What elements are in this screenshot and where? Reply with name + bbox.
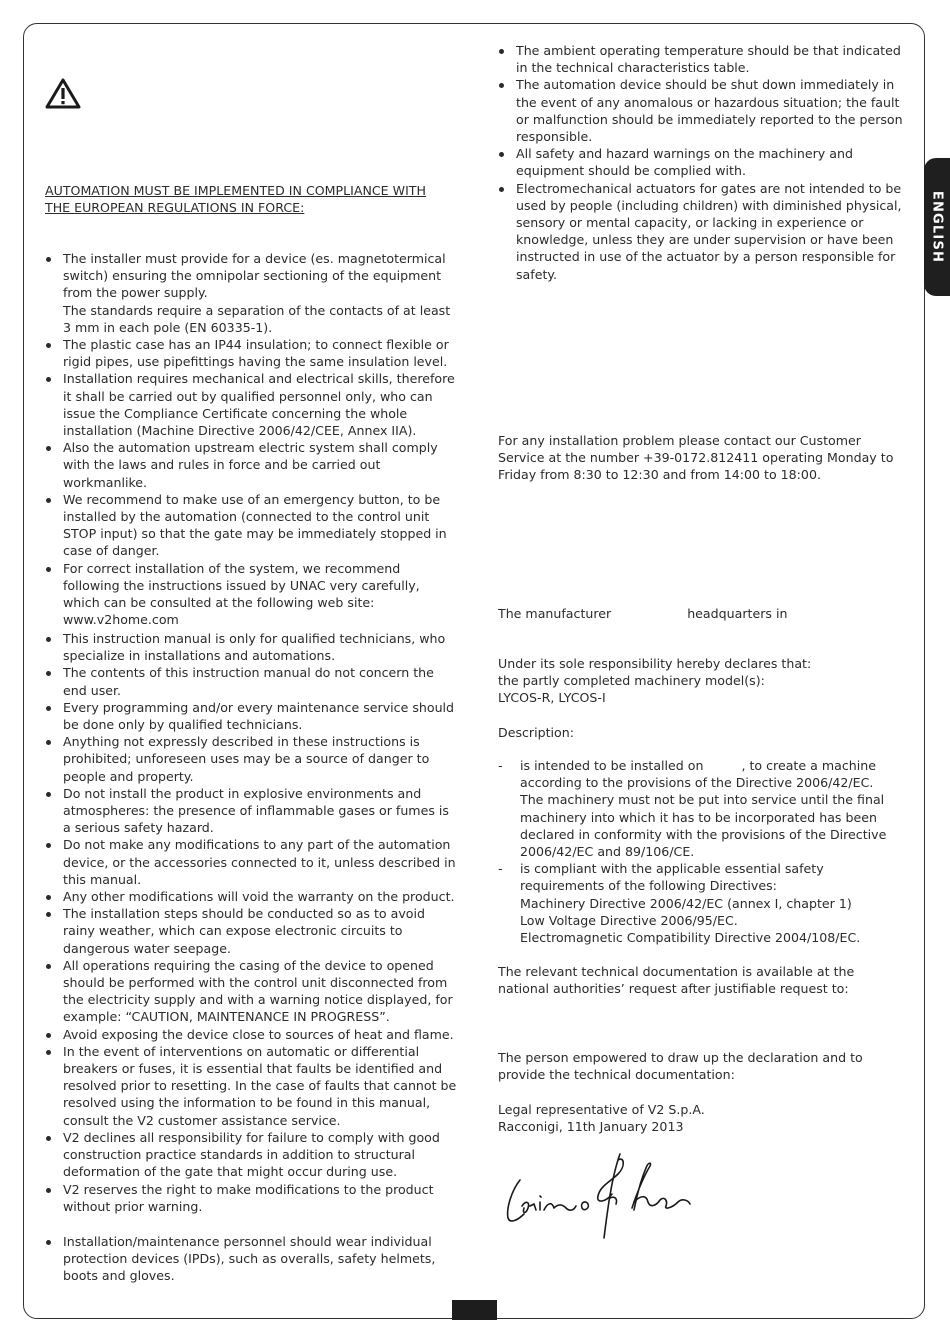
list-item: We recommend to make use of an emergency button, to be installed by the automation (connected to the control unit STOP input) so that the gate may be immediately stopped in case of danger. xyxy=(45,491,457,560)
list-item: The automation device should be shut down immediately in the event of any anomalous or hazardous situation; the fault or malfunction should be immediately reported to the person responsible. xyxy=(498,76,908,145)
empowered-text: The person empowered to draw up the declaration and to provide the technical documentation: xyxy=(498,1050,863,1083)
handwritten-signature xyxy=(500,1146,700,1242)
list-item: V2 reserves the right to make modifications to the product without prior warning. xyxy=(45,1181,457,1215)
list-item: Installation/maintenance personnel should wear individual protection devices (IPDs), such as overalls, safety helmets, boots and gloves. xyxy=(45,1233,457,1285)
list-item: Every programming and/or every maintenance service should be done only by qualified technicians. xyxy=(45,699,457,733)
documentation-text: The relevant technical documentation is available at the national authorities’ request after justifiable request to: xyxy=(498,964,855,997)
list-item: All operations requiring the casing of the device to opened should be performed with the control unit disconnected from the electricity supply and with a warning notice displayed, for example: “CAUTION, MAINTENANCE IN PROGRESS”. xyxy=(45,957,457,1026)
list-item: Also the automation upstream electric system shall comply with the laws and rules in force and be carried out workmanlike. xyxy=(45,439,457,491)
declaration-block xyxy=(498,655,908,707)
list-item: The ambient operating temperature should be that indicated in the technical characteristics table. xyxy=(498,42,908,76)
list-item: The installer must provide for a device (es. magnetotermical switch) ensuring the omnipolar sectioning of the equipment from the power supply. The standards require a separation of the contacts of at least 3 mm in each pole (EN 60335-1). xyxy=(45,250,457,336)
list-item: - is intended to be installed on , to create a machine according to the provisions of the Directive 2006/42/EC. The machinery must not be put into service until the final machinery into which it has to be incorporated has been declared in conformity with the provisions of the Directive 2006/42/EC and 89/106/CE. xyxy=(498,757,908,860)
list-item: V2 declines all responsibility for failure to comply with good construction practice standards in addition to structural deformation of the gate that might occur during use. xyxy=(45,1129,457,1181)
list-item: Do not make any modifications to any part of the automation device, or the accessories connected to it, unless described in this manual. xyxy=(45,836,457,888)
left-column-group1 xyxy=(45,250,457,628)
customer-service-text: For any installation problem please contact our Customer Service at the number +39-0172.812411 operating Monday to Friday from 8:30 to 12:30 and from 14:00 to 18:00. xyxy=(498,433,894,483)
list-item: - is compliant with the applicable essential safety requirements of the following Directives: Machinery Directive 2006/42/EC (annex I, chapter 1) Low Voltage Directive 2006/95/EC. Electromagnetic Compatibility Directive 2004/108/EC. xyxy=(498,860,908,946)
manufacturer-line: The manufacturer headquarters in xyxy=(498,606,788,621)
page-number-marker xyxy=(452,1300,497,1320)
list-item: For correct installation of the system, we recommend following the instructions issued by UNAC very carefully, which can be consulted at the following web site: www.v2home.com xyxy=(45,560,457,629)
list-item: Electromechanical actuators for gates are not intended to be used by people (including children) with diminished physical, sensory or mental capacity, or lacking in experience or knowledge, unless they are under supervision or have been instructed in use of the actuator by a person responsible for safety. xyxy=(498,180,908,283)
declares-text: Under its sole responsibility hereby declares that: xyxy=(498,656,812,671)
right-column-bullets xyxy=(498,42,908,283)
description-list xyxy=(498,757,908,946)
list-item: The contents of this instruction manual do not concern the end user. xyxy=(45,664,457,698)
list-item: All safety and hazard warnings on the machinery and equipment should be complied with. xyxy=(498,145,908,179)
list-item: Installation requires mechanical and electrical skills, therefore it shall be carried out by qualified personnel only, who can issue the Compliance Certificate concerning the whole installation (Machine Directive 2006/42/CEE, Annex IIA). xyxy=(45,370,457,439)
list-item: Any other modifications will void the warranty on the product. xyxy=(45,888,457,905)
standards-note: The standards require a separation of the contacts of at least 3 mm in each pole (EN 60335-1). xyxy=(63,302,451,335)
language-tab-label: ENGLISH xyxy=(929,190,945,264)
list-item: Do not install the product in explosive environments and atmospheres: the presence of inflammable gases or fumes is a serious safety hazard. xyxy=(45,785,457,837)
left-column-group3 xyxy=(45,1233,457,1285)
list-item: Avoid exposing the device close to sources of heat and flame. xyxy=(45,1026,457,1043)
warning-triangle-icon xyxy=(45,77,81,109)
left-column-group2 xyxy=(45,630,457,1215)
legal-representative: Legal representative of V2 S.p.A. xyxy=(498,1102,705,1117)
signatory-block xyxy=(498,1101,908,1135)
models-list: LYCOS-R, LYCOS-I xyxy=(498,690,606,706)
list-item: The installation steps should be conducted so as to avoid rainy weather, which can expose electronic circuits to dangerous water seepage. xyxy=(45,905,457,957)
description-label: Description: xyxy=(498,725,574,740)
list-item: The plastic case has an IP44 insulation; to connect flexible or rigid pipes, use pipefittings having the same insulation level. xyxy=(45,336,457,370)
list-item: This instruction manual is only for qualified technicians, who specialize in installations and automations. xyxy=(45,630,457,664)
list-item: Anything not expressly described in these instructions is prohibited; unforeseen uses may be a source of danger to people and property. xyxy=(45,733,457,785)
place-date: Racconigi, 11th January 2013 xyxy=(498,1119,684,1135)
models-intro: the partly completed machinery model(s): xyxy=(498,673,765,689)
list-item: In the event of interventions on automatic or differential breakers or fuses, it is essential that faults be identified and resolved prior to resetting. In the case of faults that cannot be resolved using the information to be found in this manual, consult the V2 customer assistance service. xyxy=(45,1043,457,1129)
language-tab[interactable] xyxy=(924,158,950,296)
compliance-heading: AUTOMATION MUST BE IMPLEMENTED IN COMPLIANCE WITH THE EUROPEAN REGULATIONS IN FORCE: xyxy=(45,183,426,216)
